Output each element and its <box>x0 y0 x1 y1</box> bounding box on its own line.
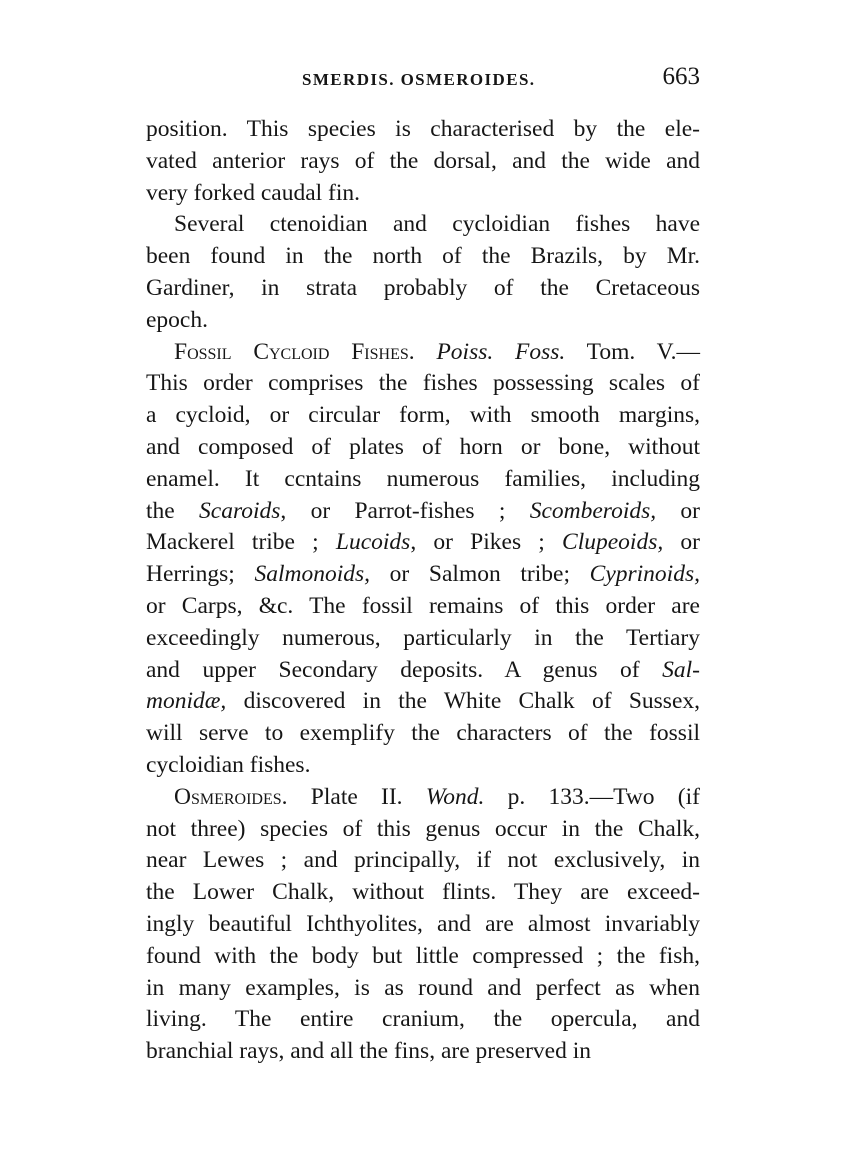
text-segment: and composed of plates of horn or bone, without <box>146 433 700 460</box>
text-segment: a cycloid, or circular form, with smooth margins, <box>146 402 700 429</box>
running-head: SMERDIS. OSMEROIDES. <box>302 70 536 89</box>
text-segment: and upper Secondary deposits. A genus of <box>146 656 663 683</box>
text-segment: the Lower Chalk, without flints. They are exceed- <box>146 879 700 906</box>
text-segment: in many examples, is as round and perfect as when <box>146 974 700 1001</box>
text-segment: not three) species of this genus occur in the Chalk, <box>146 815 700 842</box>
italic-text: Cyprinoids, <box>589 561 700 588</box>
text-segment: vated anterior rays of the dorsal, and the wide and <box>146 147 700 174</box>
text-segment: Mackerel tribe ; <box>146 529 336 556</box>
text-line <box>146 432 700 464</box>
italic-text: Sal- <box>662 656 700 683</box>
text-line <box>146 241 700 273</box>
text-segment: or Salmon tribe; <box>370 561 590 588</box>
text-segment: p. 133.—Two (if <box>484 783 700 810</box>
text-segment: , or Parrot-fishes ; <box>280 497 530 524</box>
text-segment: Plate II. <box>287 783 426 810</box>
text-segment: epoch. <box>146 306 208 333</box>
italic-text: Wond. <box>425 783 485 810</box>
text-segment: ingly beautiful Ichthyolites, and are almost invariably <box>146 910 700 937</box>
text-segment: will serve to exemplify the characters of the fossil <box>146 720 700 747</box>
text-line <box>146 718 700 750</box>
text-line <box>146 273 700 305</box>
text-line <box>146 527 700 559</box>
italic-text: Poiss. Foss. <box>436 338 566 365</box>
text-line <box>146 464 700 496</box>
text-line <box>146 750 700 782</box>
text-segment: been found in the north of the Brazils, by Mr. <box>146 243 700 270</box>
small-caps-text: Osmeroides. <box>174 783 288 810</box>
text-segment: living. The entire cranium, the opercula, and <box>146 1006 700 1033</box>
text-segment: very forked caudal fin. <box>146 179 361 206</box>
text-line <box>146 686 700 718</box>
text-line <box>146 209 700 241</box>
text-segment: enamel. It ccntains numerous families, including <box>146 465 700 492</box>
italic-text: Scomberoids, <box>529 497 657 524</box>
text-line <box>146 1004 700 1036</box>
italic-text: Salmonoids, <box>254 561 370 588</box>
italic-text: Clupeoids, <box>562 529 664 556</box>
body-text <box>146 114 700 1068</box>
text-segment: cycloidian fishes. <box>146 751 311 778</box>
text-line <box>146 845 700 877</box>
text-line <box>146 146 700 178</box>
italic-text: Scaroids <box>199 497 281 524</box>
text-segment: found with the body but little compressed ; the fish, <box>146 942 700 969</box>
text-line <box>146 400 700 432</box>
page-number: 663 <box>662 63 700 90</box>
text-segment: Tom. V.— <box>565 338 700 365</box>
text-segment: near Lewes ; and principally, if not exclusively, in <box>146 847 700 874</box>
text-segment: , or Pikes ; <box>410 529 563 556</box>
page-header <box>146 63 700 99</box>
text-line <box>146 496 700 528</box>
italic-text: Lucoids <box>335 529 411 556</box>
text-segment: Herrings; <box>146 561 255 588</box>
text-line <box>146 814 700 846</box>
text-segment: Gardiner, in strata probably of the Cretaceous <box>146 274 700 301</box>
text-line <box>146 591 700 623</box>
text-segment: exceedingly numerous, particularly in the Tertiary <box>146 624 700 651</box>
text-segment: This order comprises the fishes possessing scales of <box>146 370 700 397</box>
text-line <box>146 877 700 909</box>
text-segment: or <box>656 497 701 524</box>
text-segment: the <box>146 497 200 524</box>
text-segment: branchial rays, and all the fins, are preserved in <box>146 1038 592 1065</box>
text-line <box>146 909 700 941</box>
text-segment: or Carps, &c. The fossil remains of this order are <box>146 592 700 619</box>
text-line <box>146 178 700 210</box>
text-segment: or <box>663 529 700 556</box>
text-line <box>146 1036 700 1068</box>
text-line <box>146 941 700 973</box>
text-segment: Several ctenoidian and cycloidian fishes have <box>174 211 700 238</box>
text-line <box>146 305 700 337</box>
text-line <box>146 559 700 591</box>
text-segment: position. This species is characterised by the ele- <box>146 116 700 142</box>
text-line <box>146 114 700 146</box>
small-caps-text: Fossil Cycloid Fishes. <box>174 338 415 365</box>
text-line <box>146 782 700 814</box>
italic-text: monidæ, <box>146 688 227 715</box>
text-line <box>146 368 700 400</box>
text-line <box>146 973 700 1005</box>
text-line <box>146 655 700 687</box>
text-line <box>146 623 700 655</box>
text-segment: discovered in the White Chalk of Sussex, <box>226 688 700 715</box>
text-segment <box>415 339 437 365</box>
text-line <box>146 337 700 369</box>
